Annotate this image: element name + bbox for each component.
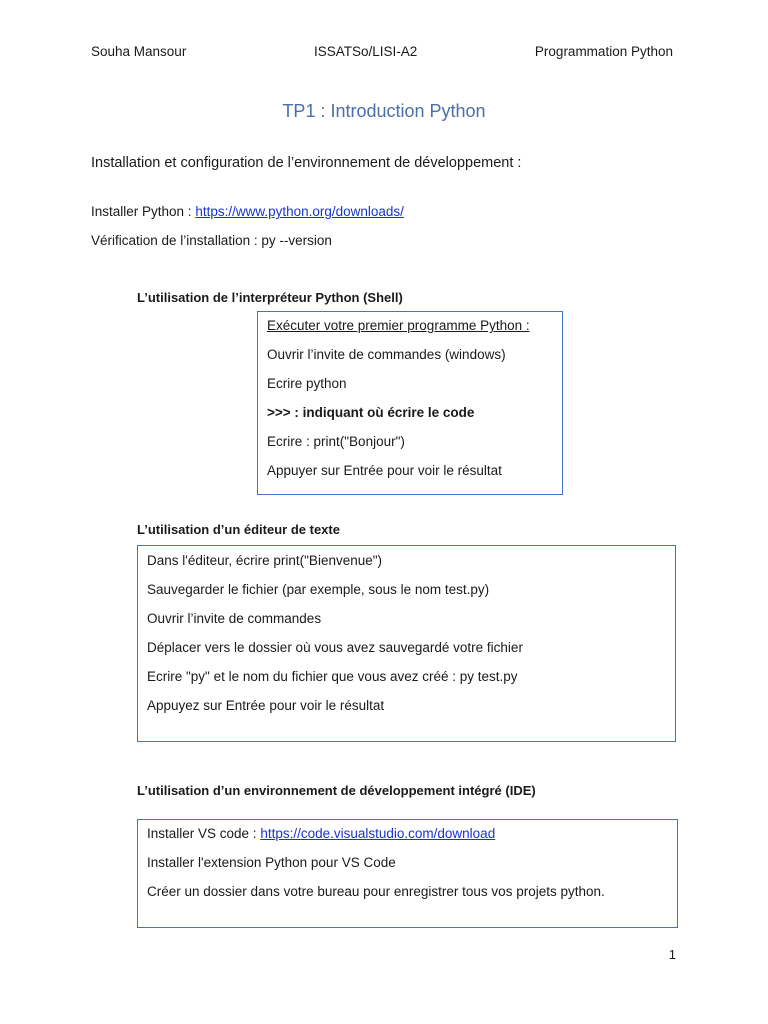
shell-step: Ecrire : print("Bonjour")	[267, 434, 405, 449]
editor-step: Ouvrir l’invite de commandes	[147, 611, 322, 626]
editor-step: Appuyez sur Entrée pour voir le résultat	[147, 698, 385, 713]
section-heading: Installation et configuration de l’environnement de développement :	[91, 155, 522, 171]
shell-step: Appuyer sur Entrée pour voir le résultat	[267, 463, 502, 478]
header-course: Programmation Python	[534, 44, 673, 59]
vscode-download-link[interactable]: https://code.visualstudio.com/download	[260, 826, 496, 841]
page-title: TP1 : Introduction Python	[282, 101, 486, 121]
editor-steps-box	[137, 545, 676, 742]
verification-line: Vérification de l’installation : py --version	[91, 233, 332, 248]
header-author: Souha Mansour	[91, 44, 187, 59]
shell-steps-box	[257, 311, 563, 495]
ide-step-vscode	[147, 826, 495, 841]
ide-heading: L’utilisation d’un environnement de développement intégré (IDE)	[137, 783, 536, 798]
vscode-label: Installer VS code :	[147, 826, 261, 841]
python-download-link[interactable]: https://www.python.org/downloads/	[195, 204, 404, 219]
ide-step: Créer un dossier dans votre bureau pour enregistrer tous vos projets python.	[147, 884, 605, 899]
install-python-label: Installer Python :	[91, 204, 196, 219]
shell-step: Ouvrir l’invite de commandes (windows)	[267, 347, 506, 362]
header-class: ISSATSo/LISI-A2	[314, 44, 418, 59]
editor-step: Ecrire "py" et le nom du fichier que vous avez créé : py test.py	[147, 669, 518, 684]
editor-step: Dans l'éditeur, écrire print("Bienvenue")	[147, 553, 383, 568]
shell-step: >>> : indiquant où écrire le code	[267, 405, 475, 420]
shell-heading: L’utilisation de l’interpréteur Python (Shell)	[137, 290, 403, 305]
ide-step: Installer l'extension Python pour VS Code	[147, 855, 396, 870]
page-number: 1	[668, 947, 676, 962]
editor-heading: L’utilisation d’un éditeur de texte	[137, 522, 340, 537]
shell-step: Exécuter votre premier programme Python :	[267, 318, 530, 333]
shell-step: Ecrire python	[267, 376, 347, 391]
install-python-line	[91, 204, 404, 219]
ide-steps-box	[137, 819, 678, 928]
editor-step: Sauvegarder le fichier (par exemple, sous le nom test.py)	[147, 582, 490, 597]
editor-step: Déplacer vers le dossier où vous avez sauvegardé votre fichier	[147, 640, 523, 655]
